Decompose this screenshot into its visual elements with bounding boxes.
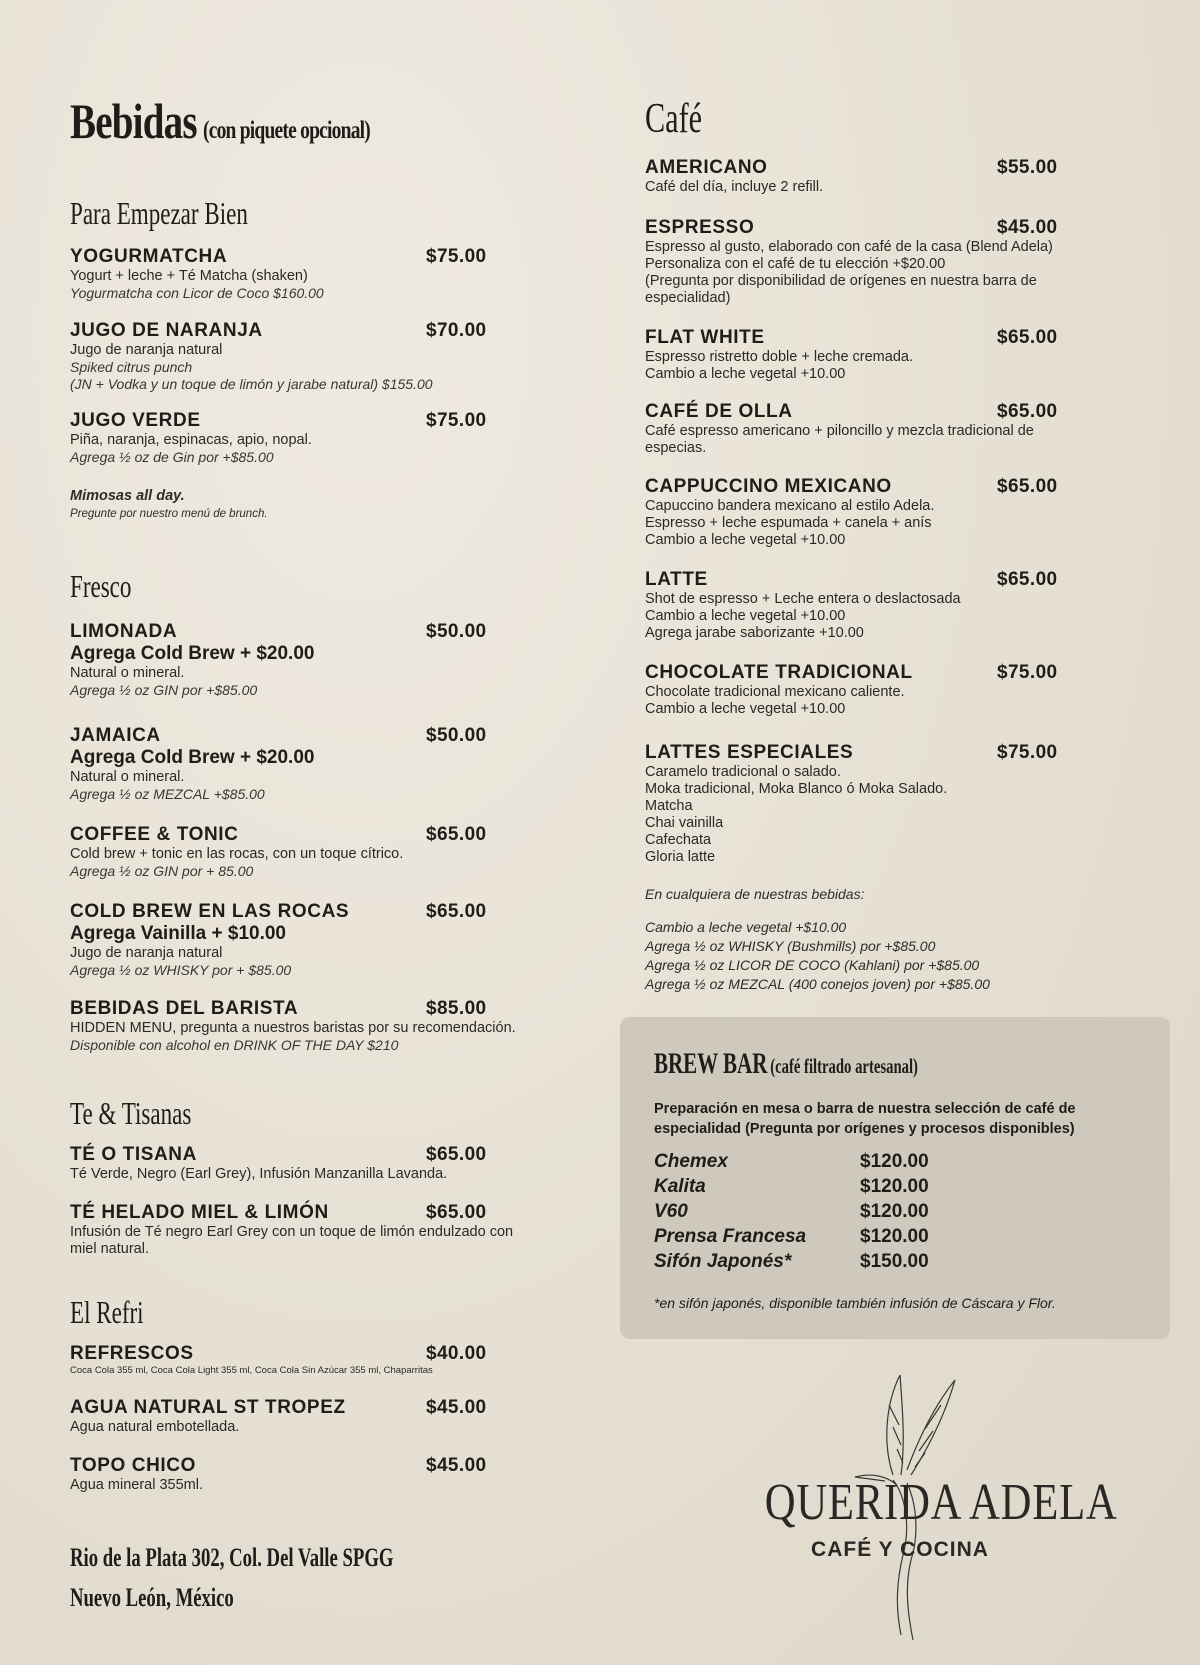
address-line: Nuevo León, México	[70, 1583, 234, 1612]
item-price: $65.00	[997, 569, 1058, 590]
brew-bar-subtitle: (café filtrado artesanal)	[770, 1054, 918, 1078]
item-desc: Cafechata	[645, 832, 712, 848]
menu-item-te-tisana	[70, 1144, 590, 1183]
section-para-empezar: Para Empezar Bien	[70, 195, 248, 231]
method-name: V60	[654, 1201, 688, 1222]
item-desc: Espresso al gusto, elaborado con café de la casa (Blend Adela)	[645, 239, 1053, 255]
item-desc: (Pregunta por disponibilidad de orígenes en nuestra barra de	[645, 273, 1037, 289]
item-name: TÉ HELADO MIEL & LIMÓN	[70, 1202, 329, 1223]
item-desc: Coca Cola 355 ml, Coca Cola Light 355 ml, Coca Cola Sin Azúcar 355 ml, Chaparritas	[70, 1365, 433, 1376]
address	[70, 1538, 393, 1618]
item-name: COLD BREW EN LAS ROCAS	[70, 901, 350, 922]
item-price: $45.00	[426, 1455, 487, 1476]
item-name: FLAT WHITE	[645, 327, 765, 348]
item-name: JUGO VERDE	[70, 410, 201, 431]
item-price: $75.00	[997, 742, 1058, 763]
menu-item-cold-brew	[70, 901, 590, 979]
menu-item-flat-white	[645, 327, 1115, 383]
item-desc: Gloria latte	[645, 849, 716, 865]
menu-item-yogurmatcha	[70, 246, 590, 302]
brew-methods-table	[654, 1149, 929, 1274]
item-name: TÉ O TISANA	[70, 1144, 197, 1165]
menu-item-limonada	[70, 621, 590, 699]
item-desc: Café espresso americano + piloncillo y mezcla tradicional de	[645, 423, 1034, 439]
item-price: $50.00	[426, 621, 487, 642]
item-desc: Shot de espresso + Leche entera o deslactosada	[645, 591, 961, 607]
method-price: $120.00	[860, 1176, 929, 1197]
item-desc: Cambio a leche vegetal +10.00	[645, 701, 846, 717]
item-price: $50.00	[426, 725, 487, 746]
brew-bar-title	[654, 1047, 918, 1081]
item-desc: Piña, naranja, espinacas, apio, nopal.	[70, 432, 312, 448]
section-el-refri: El Refri	[70, 1294, 144, 1330]
item-name: TOPO CHICO	[70, 1455, 196, 1476]
querida-adela-logo	[735, 1365, 1118, 1650]
item-extra: Agrega Vainilla + $10.00	[70, 923, 286, 944]
item-desc: Agua natural embotellada.	[70, 1419, 240, 1435]
table-row	[654, 1149, 929, 1174]
item-extra: Agrega Cold Brew + $20.00	[70, 643, 315, 664]
brunch-note: Pregunte por nuestro menú de brunch.	[70, 508, 268, 520]
item-name: CAFÉ DE OLLA	[645, 401, 793, 422]
item-desc: Chai vainilla	[645, 815, 724, 831]
item-desc: Té Verde, Negro (Earl Grey), Infusión Manzanilla Lavanda.	[70, 1166, 448, 1182]
menu-item-jamaica	[70, 725, 590, 803]
extras-line: Agrega ½ oz LICOR DE COCO (Kahlani) por +$85.00	[645, 957, 980, 973]
item-desc: Jugo de naranja natural	[70, 945, 223, 961]
extras-title: En cualquiera de nuestras bebidas:	[645, 886, 865, 902]
item-name: LIMONADA	[70, 621, 178, 642]
item-desc: Moka tradicional, Moka Blanco ó Moka Salado.	[645, 781, 948, 797]
mimosas-note: Mimosas all day.	[70, 488, 185, 504]
extras-line: Agrega ½ oz MEZCAL (400 conejos joven) por +$85.00	[645, 976, 990, 992]
item-name: YOGURMATCHA	[70, 246, 228, 267]
item-price: $65.00	[997, 327, 1058, 348]
item-desc: Personaliza con el café de tu elección +$20.00	[645, 256, 946, 272]
menu-item-americano	[645, 157, 1115, 196]
brew-bar-box	[620, 1017, 1170, 1339]
item-price: $70.00	[426, 320, 487, 341]
item-desc: Chocolate tradicional mexicano caliente.	[645, 684, 905, 700]
item-addon: Agrega ½ oz MEZCAL +$85.00	[70, 786, 265, 802]
item-desc: especias.	[645, 440, 707, 456]
item-name: JUGO DE NARANJA	[70, 320, 263, 341]
menu-item-espresso	[645, 217, 1115, 307]
item-name: LATTE	[645, 569, 708, 590]
item-desc: Espresso + leche espumada + canela + anís	[645, 515, 932, 531]
item-price: $75.00	[426, 410, 487, 431]
item-price: $40.00	[426, 1343, 487, 1364]
item-name: CHOCOLATE TRADICIONAL	[645, 662, 913, 683]
item-desc: Espresso ristretto doble + leche cremada.	[645, 349, 913, 365]
item-name: JAMAICA	[70, 725, 161, 746]
item-addon: Agrega ½ oz WHISKY por + $85.00	[70, 962, 292, 978]
extras-line: Cambio a leche vegetal +$10.00	[645, 919, 847, 935]
menu-title	[70, 92, 370, 150]
item-name: CAPPUCCINO MEXICANO	[645, 476, 892, 497]
table-row	[654, 1224, 929, 1249]
method-name: Chemex	[654, 1151, 728, 1172]
item-desc: Capuccino bandera mexicano al estilo Adela.	[645, 498, 935, 514]
menu-item-te-helado	[70, 1202, 590, 1258]
method-price: $120.00	[860, 1201, 929, 1222]
item-name: LATTES ESPECIALES	[645, 742, 854, 763]
menu-item-cafe-de-olla	[645, 401, 1115, 457]
item-price: $65.00	[997, 476, 1058, 497]
item-name: AGUA NATURAL ST TROPEZ	[70, 1397, 346, 1418]
method-price: $120.00	[860, 1226, 929, 1247]
item-price: $65.00	[426, 824, 487, 845]
extras-line: Agrega ½ oz WHISKY (Bushmills) por +$85.00	[645, 938, 936, 954]
item-name: COFFEE & TONIC	[70, 824, 239, 845]
logo-tagline: CAFÉ Y COCINA	[811, 1538, 989, 1561]
menu-item-refrescos	[70, 1343, 590, 1377]
item-addon: (JN + Vodka y un toque de limón y jarabe natural) $155.00	[70, 376, 433, 392]
item-price: $85.00	[426, 998, 487, 1019]
menu-item-agua-natural	[70, 1397, 590, 1436]
item-desc: Matcha	[645, 798, 693, 814]
item-price: $45.00	[426, 1397, 487, 1418]
item-desc: Cold brew + tonic en las rocas, con un toque cítrico.	[70, 846, 404, 862]
item-desc: Infusión de Té negro Earl Grey con un toque de limón endulzado con	[70, 1224, 514, 1240]
item-desc: Natural o mineral.	[70, 769, 185, 785]
brew-bar-title-text: BREW BAR	[654, 1047, 768, 1080]
table-row	[654, 1249, 929, 1274]
item-name: BEBIDAS DEL BARISTA	[70, 998, 299, 1019]
item-desc: miel natural.	[70, 1241, 149, 1257]
menu-item-jugo-naranja	[70, 320, 590, 393]
item-addon: Yogurmatcha con Licor de Coco $160.00	[70, 285, 324, 301]
menu-item-bebidas-barista	[70, 998, 590, 1054]
item-desc: Agrega jarabe saborizante +10.00	[645, 625, 864, 641]
item-desc: Cambio a leche vegetal +10.00	[645, 366, 846, 382]
item-name: REFRESCOS	[70, 1343, 194, 1364]
item-desc: Cambio a leche vegetal +10.00	[645, 608, 846, 624]
title-text: Bebidas	[70, 93, 197, 149]
section-cafe: Café	[645, 96, 703, 142]
item-desc: HIDDEN MENU, pregunta a nuestros baristas por su recomendación.	[70, 1020, 516, 1036]
item-price: $55.00	[997, 157, 1058, 178]
item-desc: Cambio a leche vegetal +10.00	[645, 532, 846, 548]
item-addon: Agrega ½ oz de Gin por +$85.00	[70, 449, 274, 465]
item-desc: Agua mineral 355ml.	[70, 1477, 203, 1493]
item-addon: Spiked citrus punch	[70, 359, 193, 375]
item-price: $65.00	[426, 1202, 487, 1223]
method-price: $120.00	[860, 1151, 929, 1172]
item-addon: Agrega ½ oz GIN por + 85.00	[70, 863, 254, 879]
item-price: $75.00	[426, 246, 487, 267]
menu-item-chocolate	[645, 662, 1115, 718]
method-price: $150.00	[860, 1251, 929, 1272]
method-name: Prensa Francesa	[654, 1226, 807, 1247]
brew-bar-description: Preparación en mesa o barra de nuestra selección de café de especialidad (Pregunta por orígenes y procesos disponibles)	[654, 1101, 1076, 1137]
item-addon: Agrega ½ oz GIN por +$85.00	[70, 682, 258, 698]
item-desc: Café del día, incluye 2 refill.	[645, 179, 824, 195]
title-subtitle: (con piquete opcional)	[203, 117, 371, 144]
logo-wordmark: QUERIDA ADELA	[764, 1474, 1118, 1531]
item-desc: Caramelo tradicional o salado.	[645, 764, 841, 780]
menu-item-latte	[645, 569, 1115, 642]
menu-item-jugo-verde	[70, 410, 590, 466]
method-name: Kalita	[654, 1176, 706, 1197]
item-desc: Jugo de naranja natural	[70, 342, 223, 358]
address-line: Rio de la Plata 302, Col. Del Valle SPGG	[70, 1543, 394, 1572]
item-desc: Natural o mineral.	[70, 665, 185, 681]
menu-item-topo-chico	[70, 1455, 590, 1494]
section-te-tisanas: Te & Tisanas	[70, 1095, 192, 1131]
table-row	[654, 1174, 929, 1199]
item-price: $75.00	[997, 662, 1058, 683]
item-price: $65.00	[426, 901, 487, 922]
menu-item-coffee-tonic	[70, 824, 590, 880]
item-extra: Agrega Cold Brew + $20.00	[70, 747, 315, 768]
table-row	[654, 1199, 929, 1224]
item-name: ESPRESSO	[645, 217, 755, 238]
menu-item-cappuccino	[645, 476, 1115, 549]
item-price: $65.00	[426, 1144, 487, 1165]
item-name: AMERICANO	[645, 157, 768, 178]
item-desc: Yogurt + leche + Té Matcha (shaken)	[70, 268, 308, 284]
brew-bar-footnote: *en sifón japonés, disponible también infusión de Cáscara y Flor.	[654, 1295, 1056, 1311]
item-price: $65.00	[997, 401, 1058, 422]
item-addon: Disponible con alcohol en DRINK OF THE DAY $210	[70, 1037, 399, 1053]
section-fresco: Fresco	[70, 568, 132, 604]
menu-item-lattes-especiales	[645, 742, 1115, 866]
item-desc: especialidad)	[645, 290, 731, 306]
item-price: $45.00	[997, 217, 1058, 238]
method-name: Sifón Japonés*	[654, 1251, 792, 1272]
